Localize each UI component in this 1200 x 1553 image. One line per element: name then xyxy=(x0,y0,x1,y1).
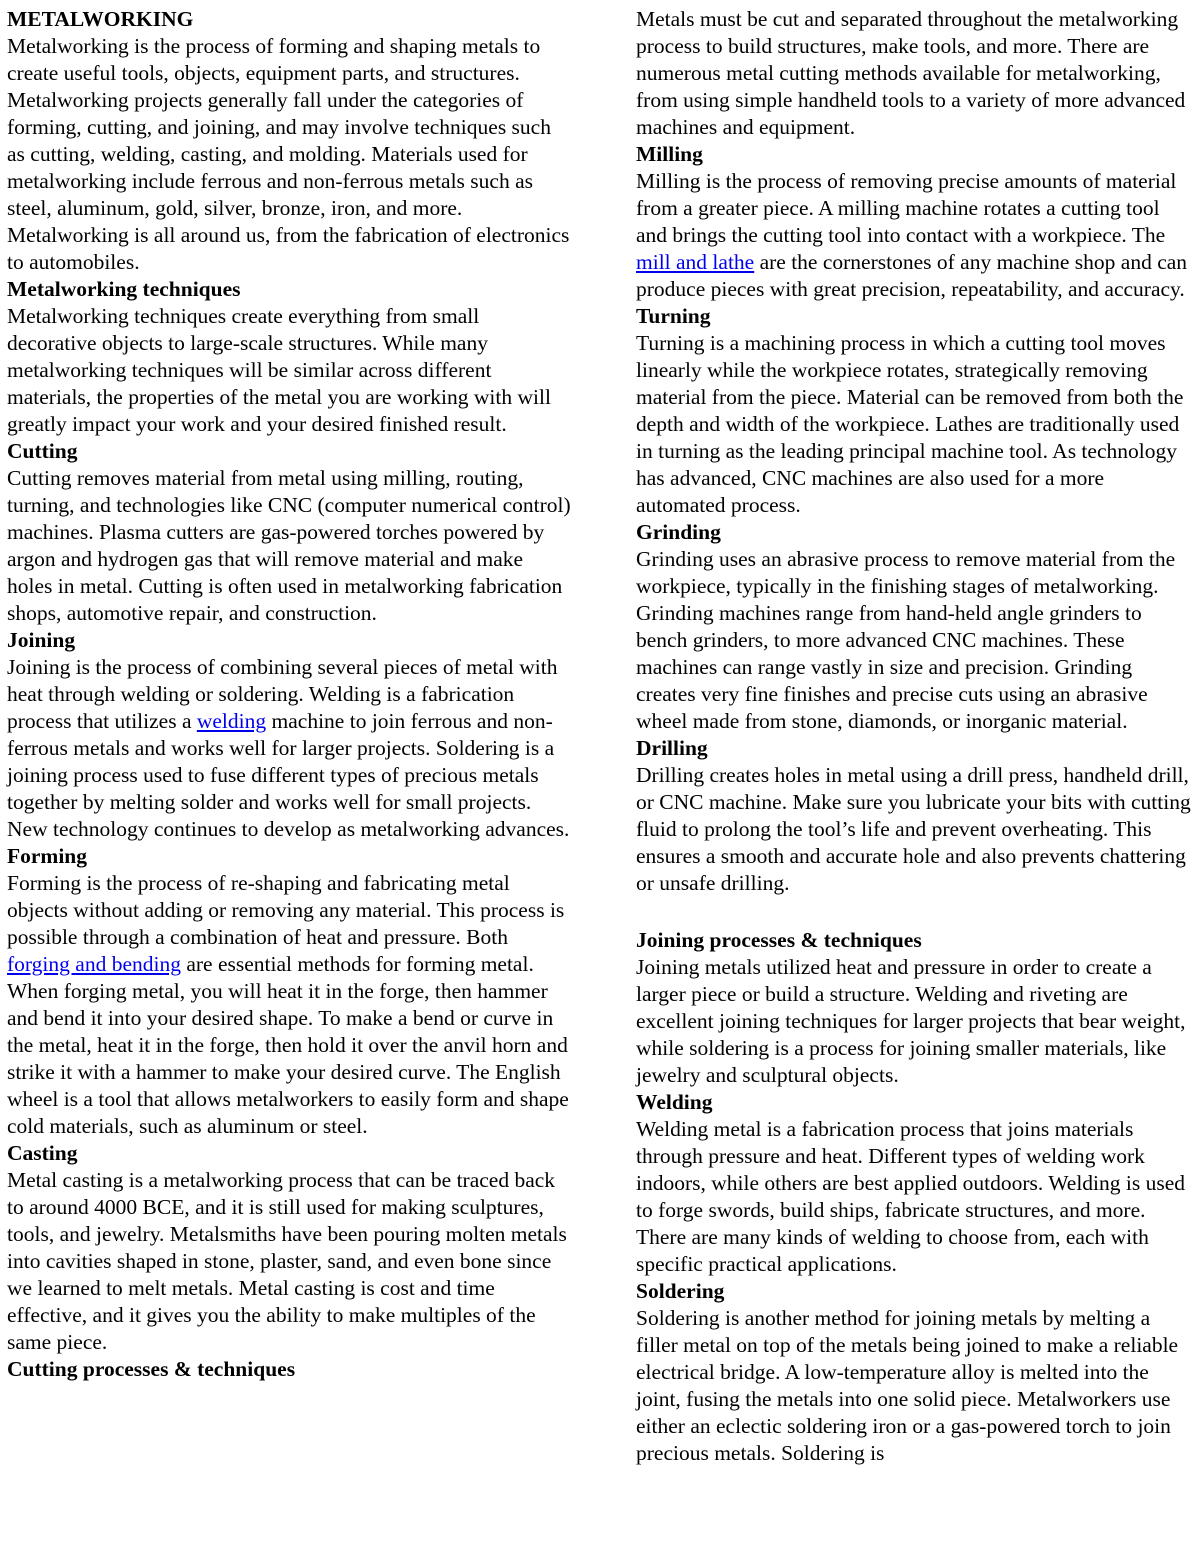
techniques-heading: Metalworking techniques xyxy=(7,277,241,301)
drilling-paragraph: Drilling creates holes in metal using a drill press, handheld drill, or CNC machine. Make sure you lubricate your bits with cutting fluid to prolong the tool’s life and prevent overheating. This ensures a smooth and accurate hole and also prevents chattering or unsafe drilling. xyxy=(636,763,1191,895)
soldering-heading: Soldering xyxy=(636,1279,725,1303)
soldering-paragraph: Soldering is another method for joining metals by melting a filler metal on top of the metals being joined to make a reliable electrical bridge. A low-temperature alloy is melted into the joint, fusing the metals into one solid piece. Metalworkers use either an eclectic soldering iron or a gas-powered torch to join precious metals. Soldering is xyxy=(636,1306,1179,1465)
joining-text-after: machine to join ferrous and non-ferrous metals and works well for larger projects. Soldering is a joining process used to fuse different types of precious metals together by melting solder and works well for small projects. New technology continues to develop as metalworking advances. xyxy=(7,709,570,841)
joining-processes-heading: Joining processes & techniques xyxy=(636,928,922,952)
forging-and-bending-link[interactable]: forging and bending xyxy=(7,952,181,976)
mill-and-lathe-link[interactable]: mill and lathe xyxy=(636,250,755,274)
intro-paragraph: Metalworking is the process of forming and shaping metals to create useful tools, objects, equipment parts, and structures. Metalworking projects generally fall under the categories of forming, cutting, and joining, and may involve techniques such as cutting, welding, casting, and molding. Materials used for metalworking include ferrous and non-ferrous metals such as steel, aluminum, gold, silver, bronze, iron, and more. Metalworking is all around us, from the fabrication of electronics to automobiles. xyxy=(7,34,570,274)
welding-link[interactable]: welding xyxy=(196,709,267,733)
grinding-heading: Grinding xyxy=(636,520,721,544)
forming-text-before: Forming is the process of re-shaping and fabricating metal objects without adding or removing any material. This process is possible through a combination of heat and pressure. Both xyxy=(7,871,565,949)
casting-heading: Casting xyxy=(7,1141,78,1165)
milling-text-after: are the cornerstones of any machine shop and can produce pieces with great precision, repeatability, and accuracy. xyxy=(636,250,1188,301)
turning-heading: Turning xyxy=(636,304,711,328)
casting-paragraph: Metal casting is a metalworking process that can be traced back to around 4000 BCE, and it is still used for making sculptures, tools, and jewelry. Metalsmiths have been pouring molten metals into cavities shaped in stone, plaster, sand, and even bone since we learned to melt metals. Metal casting is cost and time effective, and it gives you the ability to make multiples of the same piece. xyxy=(7,1168,567,1354)
joining-heading: Joining xyxy=(7,628,76,652)
milling-text-before: Milling is the process of removing precise amounts of material from a greater piece. A milling machine rotates a cutting tool and brings the cutting tool into contact with a workpiece. The xyxy=(636,169,1177,247)
welding-heading: Welding xyxy=(636,1090,713,1114)
forming-heading: Forming xyxy=(7,844,88,868)
grinding-paragraph: Grinding uses an abrasive process to remove material from the workpiece, typically in the finishing stages of metalworking. Grinding machines range from hand-held angle grinders to bench grinders, to more advanced CNC machines. These machines can range vastly in size and precision. Grinding creates very fine finishes and precise cuts using an abrasive wheel made from stone, diamonds, or inorganic material. xyxy=(636,547,1176,733)
cutting-processes-heading: Cutting processes & techniques xyxy=(7,1357,296,1381)
welding-paragraph: Welding metal is a fabrication process that joins materials through pressure and heat. Different types of welding work indoors, while others are best applied outdoors. Welding is used to forge swords, build ships, fabricate structures, and more. There are many kinds of welding to choose from, each with specific practical applications. xyxy=(636,1117,1186,1276)
right-column xyxy=(636,6,1194,1467)
left-column xyxy=(7,6,572,1383)
page-title: METALWORKING xyxy=(7,7,194,31)
forming-paragraph xyxy=(7,870,572,1140)
cutting-paragraph: Cutting removes material from metal using milling, routing, turning, and technologies like CNC (computer numerical control) machines. Plasma cutters are gas-powered torches powered by argon and hydrogen gas that will remove material and make holes in metal. Cutting is often used in metalworking fabrication shops, automotive repair, and construction. xyxy=(7,466,571,625)
forming-text-after: are essential methods for forming metal. When forging metal, you will heat it in the forge, then hammer and bend it into your desired shape. To make a bend or curve in the metal, heat it in the forge, then hold it over the anvil horn and strike it with a hammer to make your desired curve. The English wheel is a tool that allows metalworkers to easily form and shape cold materials, such as aluminum or steel. xyxy=(7,952,569,1138)
joining-paragraph xyxy=(7,654,572,843)
joining-text-before: Joining is the process of combining several pieces of metal with heat through welding or soldering. Welding is a fabrication process that utilizes a xyxy=(7,655,558,733)
section-spacer xyxy=(636,897,1194,927)
milling-paragraph xyxy=(636,168,1194,303)
techniques-paragraph: Metalworking techniques create everything from small decorative objects to large-scale structures. While many metalworking techniques will be similar across different materials, the properties of the metal you are working with will greatly impact your work and your desired finished result. xyxy=(7,304,551,436)
cutting-heading: Cutting xyxy=(7,439,78,463)
milling-heading: Milling xyxy=(636,142,703,166)
drilling-heading: Drilling xyxy=(636,736,708,760)
joining-processes-paragraph: Joining metals utilized heat and pressure in order to create a larger piece or build a structure. Welding and riveting are excellent joining techniques for larger projects that bear weight, while soldering is a process for joining smaller materials, like jewelry and sculptural objects. xyxy=(636,955,1186,1087)
cutting-processes-paragraph: Metals must be cut and separated throughout the metalworking process to build structures, make tools, and more. There are numerous metal cutting methods available for metalworking, from using simple handheld tools to a variety of more advanced machines and equipment. xyxy=(636,7,1186,139)
turning-paragraph: Turning is a machining process in which a cutting tool moves linearly while the workpiece rotates, strategically removing material from the piece. Material can be removed from both the depth and width of the workpiece. Lathes are traditionally used in turning as the leading principal machine tool. As technology has advanced, CNC machines are also used for a more automated process. xyxy=(636,331,1184,517)
